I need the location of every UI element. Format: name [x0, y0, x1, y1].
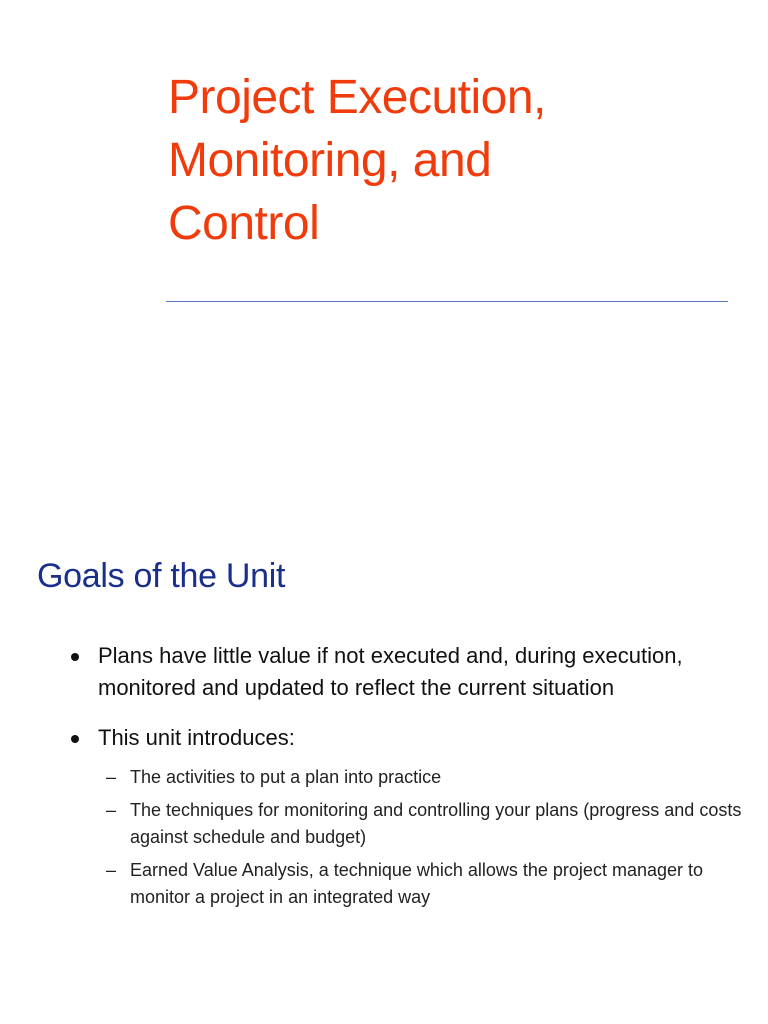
bullet-dot-icon	[71, 653, 79, 661]
title-line: Project Execution,	[168, 71, 546, 124]
dash-icon: –	[106, 799, 117, 820]
dash-icon: –	[106, 859, 117, 880]
title-line: Control	[168, 197, 320, 250]
dash-icon: –	[106, 766, 117, 787]
bullet-dot-icon	[71, 735, 79, 743]
sub-bullet-text: Earned Value Analysis, a technique which allows the project manager to monitor a project in an integrated way	[130, 859, 704, 907]
sub-bullet-item	[98, 857, 750, 911]
sub-bullet-item	[98, 797, 750, 851]
bullet-text: This unit introduces:	[98, 725, 295, 750]
section-heading: Goals of the Unit	[37, 557, 286, 595]
sub-bullet-item	[98, 764, 750, 791]
title-line: Monitoring, and	[168, 134, 492, 187]
sub-bullet-list	[98, 764, 750, 911]
bullet-list	[60, 640, 750, 911]
bullet-text: Plans have little value if not executed and, during execution, monitored and updated to reflect the current situation	[98, 643, 683, 700]
sub-bullet-text: The techniques for monitoring and controlling your plans (progress and costs against schedule and budget)	[130, 799, 742, 847]
title-divider	[166, 301, 728, 302]
bullet-item	[60, 640, 750, 703]
slide-title	[168, 66, 728, 255]
bullet-item	[60, 722, 750, 911]
sub-bullet-text: The activities to put a plan into practice	[130, 766, 442, 787]
